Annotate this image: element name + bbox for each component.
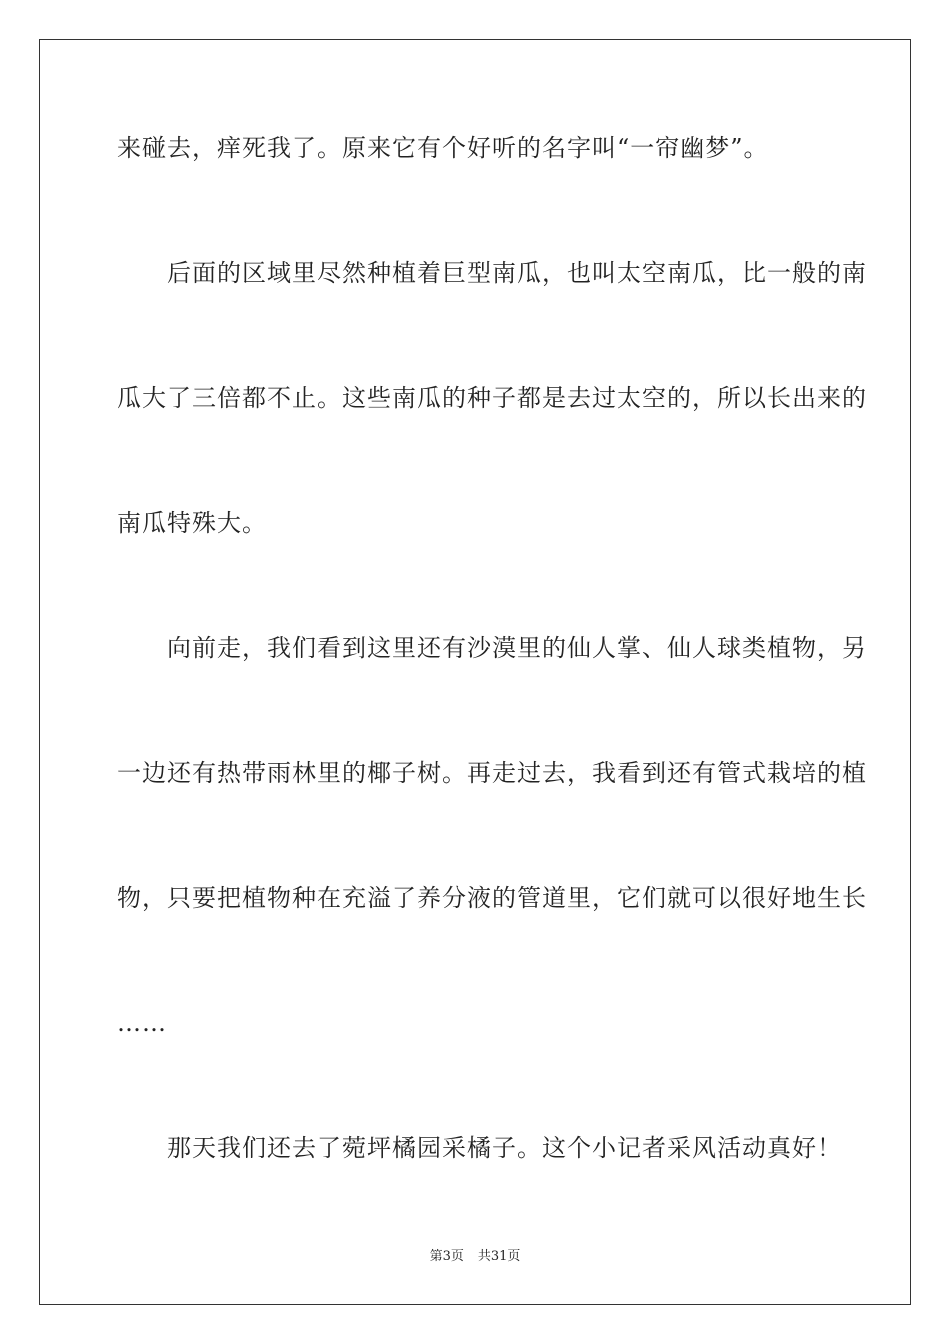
text-line-7: 物，只要把植物种在充溢了养分液的管道里，它们就可以很好地生长 [117,884,867,912]
page-total: 共31页 [477,1249,521,1264]
text-line-8: …… [117,1009,167,1037]
text-line-1: 来碰去，痒死我了。原来它有个好听的名字叫“一帘幽梦”。 [117,134,769,162]
text-line-4: 南瓜特殊大。 [117,509,267,537]
text-line-3: 瓜大了三倍都不止。这些南瓜的种子都是去过太空的，所以长出来的 [117,384,867,412]
page-number: 第3页 [429,1249,464,1264]
page-border [39,39,911,1305]
text-line-9: 那天我们还去了菀坪橘园采橘子。这个小记者采风活动真好！ [117,1134,842,1162]
text-line-6: 一边还有热带雨林里的椰子树。再走过去，我看到还有管式栽培的植 [117,759,867,787]
text-line-5: 向前走，我们看到这里还有沙漠里的仙人掌、仙人球类植物，另 [117,634,867,662]
text-line-2: 后面的区域里尽然种植着巨型南瓜，也叫太空南瓜，比一般的南 [117,259,867,287]
page-footer [0,1249,950,1265]
